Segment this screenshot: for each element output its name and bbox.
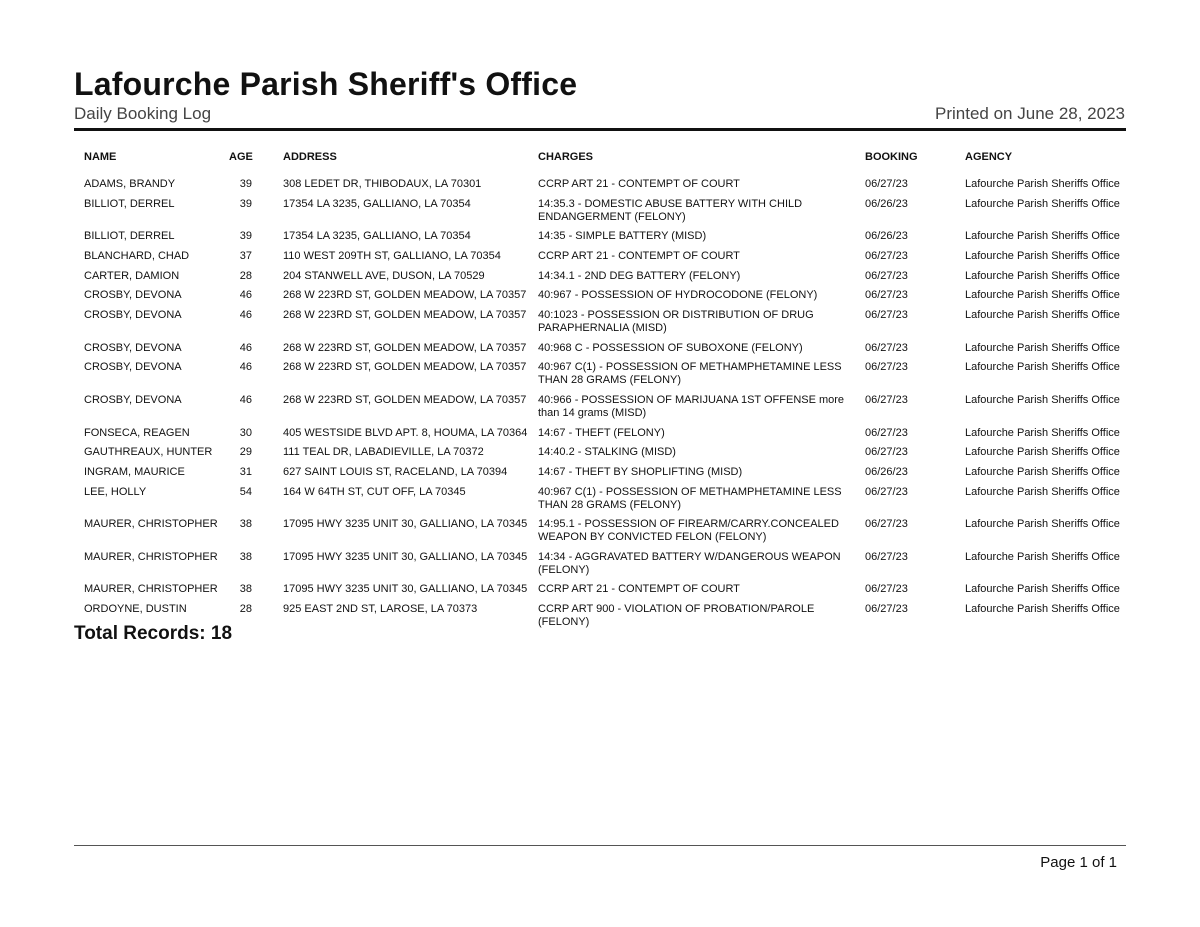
cell-charge: CCRP ART 21 - CONTEMPT OF COURT <box>538 178 740 190</box>
printed-date: Printed on June 28, 2023 <box>935 104 1125 123</box>
cell-name: CROSBY, DEVONA <box>84 341 182 354</box>
cell-name: GAUTHREAUX, HUNTER <box>84 446 213 459</box>
cell-address: 405 WESTSIDE BLVD APT. 8, HOUMA, LA 70364 <box>283 426 528 439</box>
cell-address: 17354 LA 3235, GALLIANO, LA 70354 <box>283 230 471 243</box>
cell-name: CROSBY, DEVONA <box>84 309 182 322</box>
cell-booking-date: 06/27/23 <box>865 249 908 262</box>
cell-charge: 14:34.1 - 2ND DEG BATTERY (FELONY) <box>538 269 741 282</box>
table-row <box>0 198 1200 231</box>
cell-booking-date: 06/26/23 <box>865 197 908 210</box>
cell-agency: Lafourche Parish Sheriffs Office <box>965 309 1120 322</box>
cell-name: FONSECA, REAGEN <box>84 426 190 439</box>
column-header-agency: AGENCY <box>965 151 1013 163</box>
cell-booking-date: 06/27/23 <box>865 518 908 531</box>
cell-name: MAURER, CHRISTOPHER <box>84 550 218 563</box>
footer-divider <box>74 845 1126 846</box>
cell-charge: 40:967 C(1) - POSSESSION OF METHAMPHETAMINE LESS THAN 28 GRAMS (FELONY) <box>538 361 842 387</box>
cell-agency: Lafourche Parish Sheriffs Office <box>965 249 1120 262</box>
cell-age: 30 <box>239 426 252 439</box>
cell-booking-date: 06/27/23 <box>865 603 908 616</box>
cell-agency: Lafourche Parish Sheriffs Office <box>965 603 1120 616</box>
cell-address: 17095 HWY 3235 UNIT 30, GALLIANO, LA 70345 <box>283 550 528 563</box>
cell-booking-date: 06/26/23 <box>865 465 908 478</box>
table-row <box>0 518 1200 551</box>
cell-charge: CCRP ART 21 - CONTEMPT OF COURT <box>538 249 740 262</box>
cell-name: MAURER, CHRISTOPHER <box>84 583 218 596</box>
cell-age: 37 <box>239 249 252 262</box>
cell-address: 111 TEAL DR, LABADIEVILLE, LA 70372 <box>283 446 484 459</box>
table-row <box>0 230 1200 250</box>
column-header-name: NAME <box>84 151 117 163</box>
cell-booking-date: 06/27/23 <box>865 178 908 190</box>
cell-agency: Lafourche Parish Sheriffs Office <box>965 393 1120 406</box>
column-header-address: ADDRESS <box>283 151 337 163</box>
cell-address: 17095 HWY 3235 UNIT 30, GALLIANO, LA 70345 <box>283 518 528 531</box>
cell-age: 46 <box>239 393 252 406</box>
cell-charge: 14:34 - AGGRAVATED BATTERY W/DANGEROUS WEAPON (FELONY) <box>538 550 841 576</box>
cell-booking-date: 06/27/23 <box>865 583 908 596</box>
cell-address: 110 WEST 209TH ST, GALLIANO, LA 70354 <box>283 249 501 262</box>
cell-name: CROSBY, DEVONA <box>84 393 182 406</box>
report-subtitle: Daily Booking Log <box>74 104 212 123</box>
booking-table-body <box>0 178 1200 629</box>
cell-name: CROSBY, DEVONA <box>84 289 182 302</box>
cell-charge: 40:967 C(1) - POSSESSION OF METHAMPHETAMINE LESS THAN 28 GRAMS (FELONY) <box>538 485 842 511</box>
cell-charge: 14:35.3 - DOMESTIC ABUSE BATTERY WITH CHILD ENDANGERMENT (FELONY) <box>538 197 803 223</box>
cell-age: 46 <box>239 361 252 374</box>
cell-booking-date: 06/27/23 <box>865 269 908 282</box>
cell-address: 268 W 223RD ST, GOLDEN MEADOW, LA 70357 <box>283 393 527 406</box>
table-row <box>0 446 1200 466</box>
cell-age: 28 <box>239 603 252 616</box>
cell-charge: 40:1023 - POSSESSION OR DISTRIBUTION OF DRUG PARAPHERNALIA (MISD) <box>538 309 814 335</box>
cell-name: CARTER, DAMION <box>84 269 180 282</box>
total-records: Total Records: 18 <box>74 623 233 644</box>
cell-age: 28 <box>239 269 252 282</box>
table-row <box>0 361 1200 394</box>
cell-agency: Lafourche Parish Sheriffs Office <box>965 426 1120 439</box>
table-row <box>0 394 1200 427</box>
cell-age: 38 <box>239 583 252 596</box>
cell-name: CROSBY, DEVONA <box>84 361 182 374</box>
cell-age: 38 <box>239 550 252 563</box>
cell-address: 268 W 223RD ST, GOLDEN MEADOW, LA 70357 <box>283 289 527 302</box>
table-row <box>0 551 1200 584</box>
column-header-charges: CHARGES <box>538 151 594 163</box>
cell-charge: 14:67 - THEFT BY SHOPLIFTING (MISD) <box>538 465 743 478</box>
cell-booking-date: 06/27/23 <box>865 289 908 302</box>
cell-address: 268 W 223RD ST, GOLDEN MEADOW, LA 70357 <box>283 341 527 354</box>
table-row <box>0 270 1200 290</box>
cell-name: ORDOYNE, DUSTIN <box>84 603 187 616</box>
cell-charge: 14:35 - SIMPLE BATTERY (MISD) <box>538 230 707 243</box>
cell-name: LEE, HOLLY <box>84 485 147 498</box>
cell-address: 308 LEDET DR, THIBODAUX, LA 70301 <box>283 178 482 190</box>
cell-booking-date: 06/27/23 <box>865 341 908 354</box>
cell-address: 627 SAINT LOUIS ST, RACELAND, LA 70394 <box>283 465 508 478</box>
cell-agency: Lafourche Parish Sheriffs Office <box>965 518 1120 531</box>
cell-charge: 40:968 C - POSSESSION OF SUBOXONE (FELONY) <box>538 341 803 354</box>
cell-name: BILLIOT, DERREL <box>84 197 175 210</box>
cell-booking-date: 06/27/23 <box>865 393 908 406</box>
cell-address: 17354 LA 3235, GALLIANO, LA 70354 <box>283 197 471 210</box>
cell-agency: Lafourche Parish Sheriffs Office <box>965 178 1120 190</box>
cell-booking-date: 06/27/23 <box>865 485 908 498</box>
header-divider <box>74 128 1126 131</box>
table-row <box>0 178 1200 198</box>
cell-address: 17095 HWY 3235 UNIT 30, GALLIANO, LA 70345 <box>283 583 528 596</box>
cell-charge: 14:95.1 - POSSESSION OF FIREARM/CARRY.CONCEALED WEAPON BY CONVICTED FELON (FELONY) <box>538 518 839 544</box>
table-row <box>0 583 1200 603</box>
cell-agency: Lafourche Parish Sheriffs Office <box>965 465 1120 478</box>
cell-booking-date: 06/27/23 <box>865 426 908 439</box>
cell-agency: Lafourche Parish Sheriffs Office <box>965 197 1120 210</box>
cell-name: MAURER, CHRISTOPHER <box>84 518 218 531</box>
table-row <box>0 466 1200 486</box>
cell-address: 268 W 223RD ST, GOLDEN MEADOW, LA 70357 <box>283 309 527 322</box>
table-row <box>0 342 1200 362</box>
page-number: Page 1 of 1 <box>1040 854 1117 871</box>
cell-age: 46 <box>239 289 252 302</box>
cell-agency: Lafourche Parish Sheriffs Office <box>965 361 1120 374</box>
cell-booking-date: 06/27/23 <box>865 361 908 374</box>
cell-age: 54 <box>239 485 252 498</box>
cell-charge: CCRP ART 900 - VIOLATION OF PROBATION/PAROLE (FELONY) <box>538 603 815 629</box>
cell-agency: Lafourche Parish Sheriffs Office <box>965 583 1120 596</box>
cell-age: 46 <box>239 341 252 354</box>
cell-age: 39 <box>239 197 252 210</box>
table-row <box>0 250 1200 270</box>
cell-agency: Lafourche Parish Sheriffs Office <box>965 446 1120 459</box>
cell-booking-date: 06/27/23 <box>865 446 908 459</box>
cell-agency: Lafourche Parish Sheriffs Office <box>965 289 1120 302</box>
cell-agency: Lafourche Parish Sheriffs Office <box>965 550 1120 563</box>
cell-address: 204 STANWELL AVE, DUSON, LA 70529 <box>283 269 485 282</box>
cell-address: 925 EAST 2ND ST, LAROSE, LA 70373 <box>283 603 478 616</box>
cell-age: 31 <box>239 465 252 478</box>
cell-booking-date: 06/27/23 <box>865 309 908 322</box>
cell-charge: 14:67 - THEFT (FELONY) <box>538 426 665 439</box>
cell-age: 29 <box>239 446 252 459</box>
cell-address: 164 W 64TH ST, CUT OFF, LA 70345 <box>283 485 466 498</box>
cell-name: ADAMS, BRANDY <box>84 178 176 190</box>
cell-age: 38 <box>239 518 252 531</box>
cell-charge: 40:967 - POSSESSION OF HYDROCODONE (FELONY) <box>538 289 818 302</box>
cell-agency: Lafourche Parish Sheriffs Office <box>965 269 1120 282</box>
cell-address: 268 W 223RD ST, GOLDEN MEADOW, LA 70357 <box>283 361 527 374</box>
cell-charge: 40:966 - POSSESSION OF MARIJUANA 1ST OFFENSE more than 14 grams (MISD) <box>538 393 845 419</box>
cell-age: 39 <box>239 178 252 190</box>
cell-name: BILLIOT, DERREL <box>84 230 175 243</box>
cell-charge: 14:40.2 - STALKING (MISD) <box>538 446 676 459</box>
cell-booking-date: 06/27/23 <box>865 550 908 563</box>
cell-agency: Lafourche Parish Sheriffs Office <box>965 485 1120 498</box>
table-row <box>0 289 1200 309</box>
cell-age: 46 <box>239 309 252 322</box>
table-row <box>0 427 1200 447</box>
cell-agency: Lafourche Parish Sheriffs Office <box>965 230 1120 243</box>
cell-booking-date: 06/26/23 <box>865 230 908 243</box>
report-title: Lafourche Parish Sheriff's Office <box>74 66 578 102</box>
cell-agency: Lafourche Parish Sheriffs Office <box>965 341 1120 354</box>
cell-name: BLANCHARD, CHAD <box>84 249 190 262</box>
table-row <box>0 486 1200 519</box>
column-header-age: AGE <box>229 151 253 163</box>
table-row <box>0 309 1200 342</box>
column-header-booking: BOOKING <box>865 151 918 163</box>
cell-name: INGRAM, MAURICE <box>84 465 185 478</box>
cell-charge: CCRP ART 21 - CONTEMPT OF COURT <box>538 583 740 596</box>
table-row <box>0 603 1200 629</box>
cell-age: 39 <box>239 230 252 243</box>
